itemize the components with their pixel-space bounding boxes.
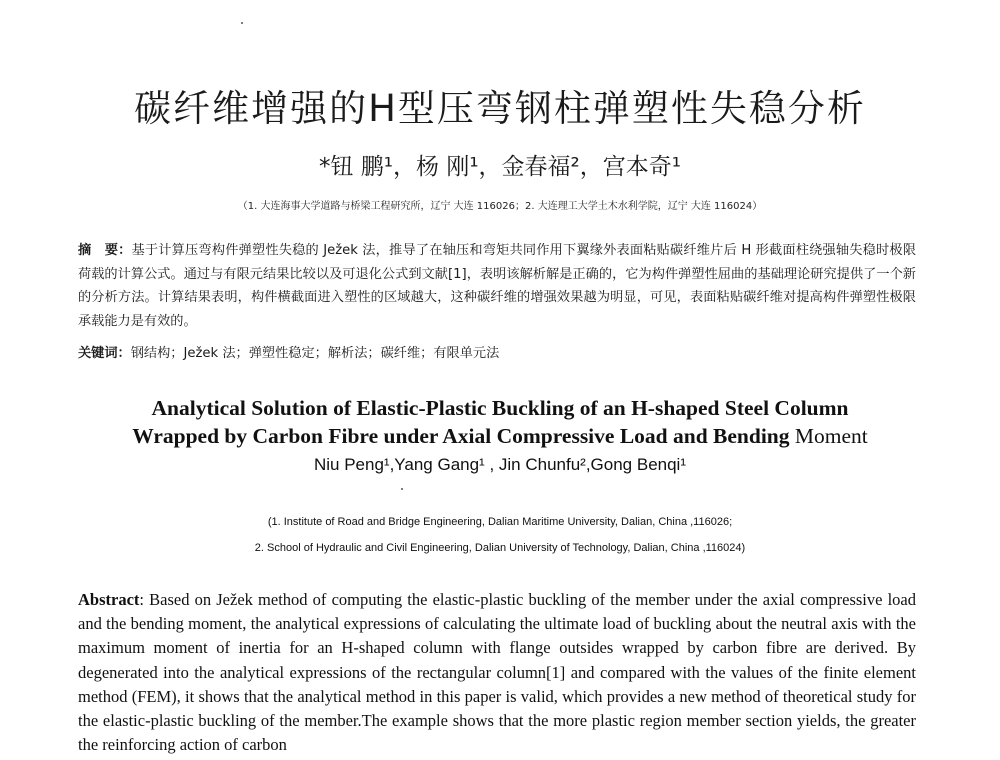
- chinese-keywords-label: 关键词：: [78, 346, 131, 361]
- chinese-title: 碳纤维增强的H型压弯钢柱弹塑性失稳分析: [134, 87, 866, 130]
- english-affiliation-line1: (1. Institute of Road and Bridge Engineering, Dalian Maritime University, Dalian, China ,116026;: [267, 516, 733, 528]
- english-affiliation-line2: 2. School of Hydraulic and Civil Engineering, Dalian University of Technology, Dalian, China ,116024): [254, 542, 746, 554]
- english-abstract: [78, 588, 916, 757]
- chinese-abstract: [78, 239, 916, 333]
- chinese-abstract-label: 摘 要：: [78, 243, 132, 258]
- english-title-line1: Analytical Solution of Elastic-Plastic Buckling of an H-shaped Steel Column: [151, 396, 849, 420]
- chinese-abstract-text: 基于计算压弯构件弹塑性失稳的 Ježek 法，推导了在轴压和弯矩共同作用下翼缘外表面粘贴碳纤维片后 H 形截面柱绕强轴失稳时极限荷载的计算公式。通过与有限元结果比较以及可退化公式到文献[1]，表明该解析解是正确的，它为构件弹塑性屈曲的基础理论研究提供了一个新的分析方法。计算结果表明，构件横截面进入塑性的区域越大，这种碳纤维的增强效果越为明显，可见，表面粘贴碳纤维对提高构件弹塑性极限承载能力是有效的。: [78, 243, 917, 329]
- scan-speck-2: [401, 488, 403, 490]
- english-authors: Niu Peng¹,Yang Gang¹ , Jin Chunfu²,Gong Benqi¹: [313, 455, 686, 474]
- scan-speck: [241, 22, 243, 24]
- english-abstract-text: : Based on Ježek method of computing the elastic-plastic buckling of the member under the axial compressive load and the bending moment, the analytical expressions of calculating the ultimate load of buckling about the neutral axis with the maximum moment of inertia for an H-shaped column with flange outsides wrapped by carbon fibre are derived. By degenerated into the analytical expressions of the rectangular column[1] and compared with the values of the finite element method (FEM), it shows that the analytical method in this paper is valid, which provides a new method of theoretical study for the elastic-plastic buckling of the member.The example shows that the more plastic region member section yields, the greater the reinforcing action of carbon: [78, 590, 916, 755]
- english-title: [0, 394, 1000, 450]
- english-title-line2-regular: Moment: [794, 424, 868, 448]
- english-abstract-label: Abstract: [78, 590, 140, 609]
- chinese-keywords-text: 钢结构；Ježek 法；弹塑性稳定；解析法；碳纤维；有限单元法: [130, 346, 500, 361]
- english-title-line2-bold: Wrapped by Carbon Fibre under Axial Compressive Load and Bending: [132, 424, 790, 448]
- chinese-authors: *钮 鹏¹，杨 刚¹，金春福²，宫本奇¹: [318, 154, 681, 180]
- chinese-affiliation: （1. 大连海事大学道路与桥梁工程研究所，辽宁 大连 116026；2. 大连理工大学土木水利学院，辽宁 大连 116024）: [237, 201, 763, 212]
- chinese-keywords: [78, 342, 916, 366]
- english-title-line2: [0, 422, 1000, 450]
